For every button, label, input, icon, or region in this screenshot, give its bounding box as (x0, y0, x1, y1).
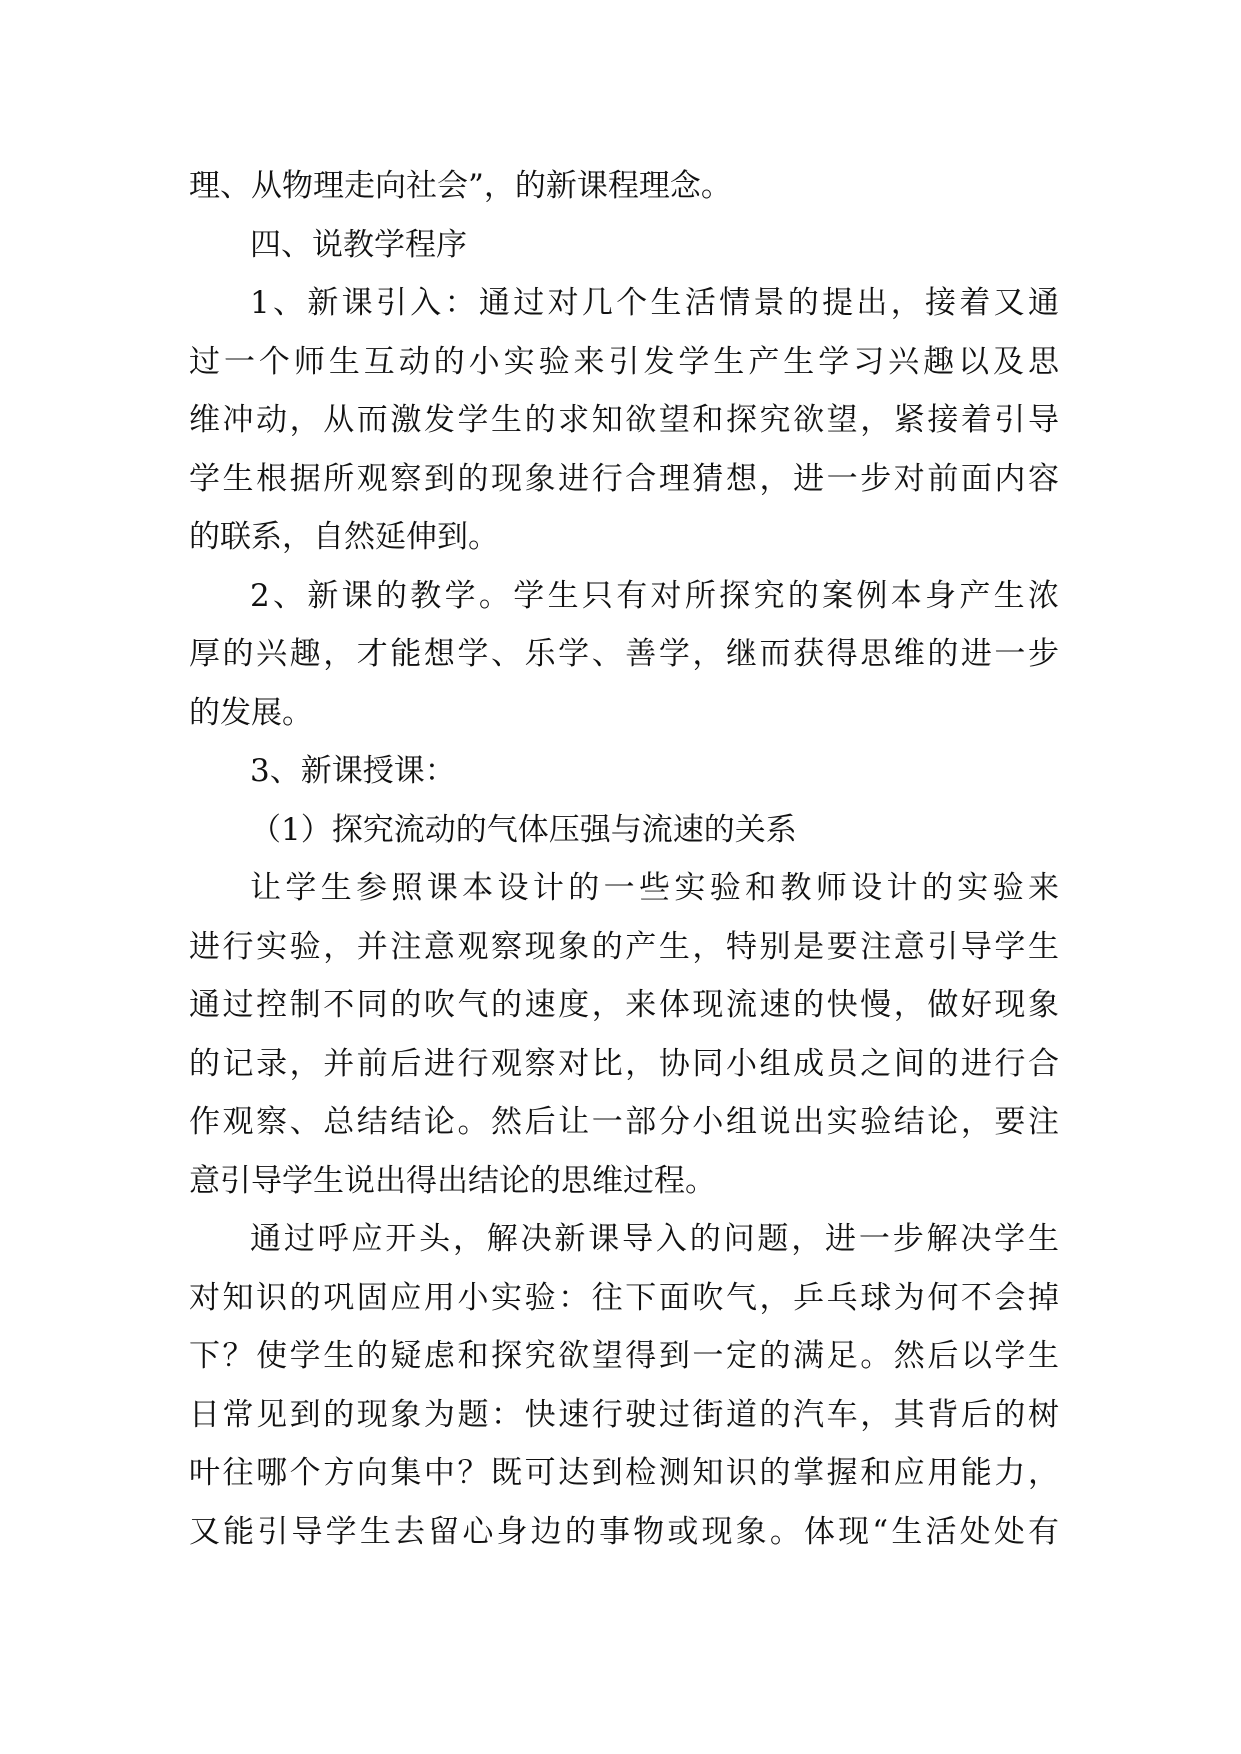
text-line: 理、从物理走向社会”，的新课程理念。 (189, 168, 732, 204)
text-line: 进行实验，并注意观察现象的产生，特别是要注意引导学生 (189, 929, 1059, 965)
text-line: 厚的兴趣，才能想学、乐学、善学，继而获得思维的进一步 (189, 636, 1059, 672)
text-line: 通过控制不同的吹气的速度，来体现流速的快慢，做好现象 (189, 987, 1059, 1023)
subsection-heading: （1）探究流动的气体压强与流速的关系 (250, 812, 797, 848)
text-line: 学生根据所观察到的现象进行合理猜想，进一步对前面内容 (189, 461, 1059, 497)
body-text (189, 0, 1059, 1754)
paragraph-first-line: 1、新课引入：通过对几个生活情景的提出，接着又通 (250, 285, 1059, 321)
text-line: 意引导学生说出得出结论的思维过程。 (189, 1163, 716, 1199)
text-line: 叶往哪个方向集中？既可达到检测知识的掌握和应用能力， (189, 1455, 1059, 1491)
paragraph-first-line: 通过呼应开头，解决新课导入的问题，进一步解决学生 (250, 1221, 1059, 1257)
text-line: 又能引导学生去留心身边的事物或现象。体现“生活处处有 (189, 1514, 1059, 1550)
section-heading: 四、说教学程序 (250, 227, 467, 263)
text-line: 的联系，自然延伸到。 (189, 519, 499, 555)
text-line: 下？使学生的疑虑和探究欲望得到一定的满足。然后以学生 (189, 1338, 1059, 1374)
text-line: 过一个师生互动的小实验来引发学生产生学习兴趣以及思 (189, 344, 1059, 380)
paragraph-first-line: 2、新课的教学。学生只有对所探究的案例本身产生浓 (250, 578, 1059, 614)
text-line: 的记录，并前后进行观察对比，协同小组成员之间的进行合 (189, 1046, 1059, 1082)
text-line: 对知识的巩固应用小实验：往下面吹气，乒乓球为何不会掉 (189, 1280, 1059, 1316)
paragraph-first-line: 让学生参照课本设计的一些实验和教师设计的实验来 (250, 870, 1059, 906)
text-line: 维冲动，从而激发学生的求知欲望和探究欲望，紧接着引导 (189, 402, 1059, 438)
text-line: 的发展。 (189, 695, 313, 731)
text-line: 作观察、总结结论。然后让一部分小组说出实验结论，要注 (189, 1104, 1059, 1140)
text-line: 日常见到的现象为题：快速行驶过街道的汽车，其背后的树 (189, 1397, 1059, 1433)
paragraph-first-line: 3、新课授课： (250, 753, 456, 789)
